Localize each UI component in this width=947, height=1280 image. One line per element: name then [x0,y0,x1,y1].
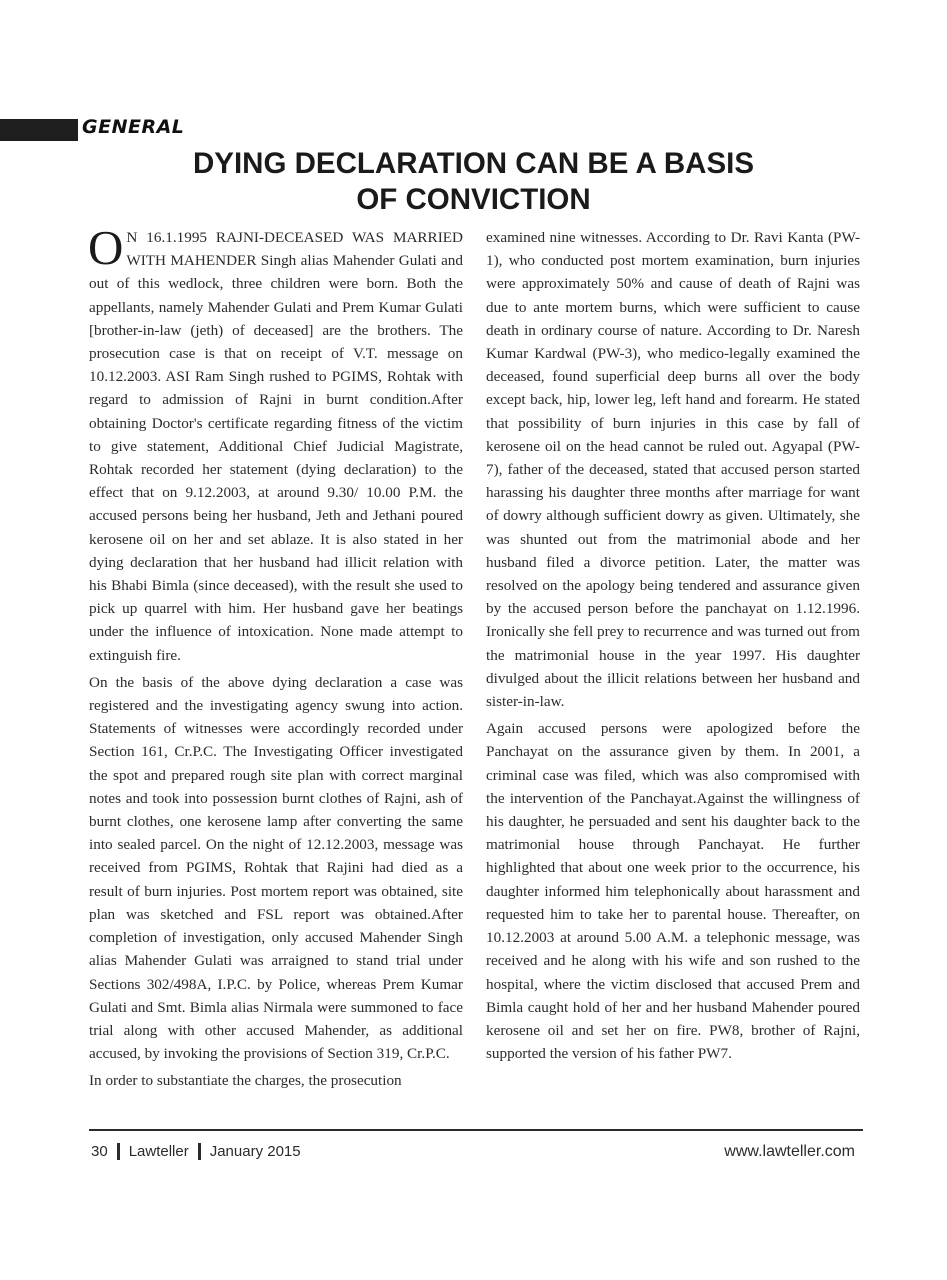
section-label: GENERAL [82,116,185,138]
page-number: 30 [91,1143,108,1160]
paragraph [88,220,463,667]
section-bar [0,119,78,141]
paragraph: examined nine witnesses. According to Dr. Ravi Kanta (PW-1), who conducted post mortem examination, burn injuries were approximately 50% and cause of death of Rajni was due to ante mortem burns, which were sufficient to cause death in ordinary course of nature. According to Dr. Naresh Kumar Kardwal (PW-3), who medico-legally examined the deceased, found superficial deep burns all over the body except back, hip, lower leg, left hand and forearm. He stated that possibility of burn injuries in this case by fall of kerosene oil on the head cannot be ruled out. Agyapal (PW-7), father of the deceased, stated that accused person started harassing his daughter three months after marriage for want of dowry although sufficient dowry as given. Ultimately, she was shunted out from the matrimonial abode and her husband filed a divorce petition. Later, the matter was resolved on the apology being tendered and assurance given by the accused person before the panchayat on 1.12.1996. Ironically she fell prey to recurrence and was turned out from the matrimonial house in the year 1997. His daughter divulged about the illicit relations between her husband and sister-in-law. [486,229,860,711]
footer-rule [89,1129,863,1131]
issue-date: January 2015 [209,1143,301,1160]
article-title [150,146,797,218]
title-line-2: OF CONVICTION [356,183,591,216]
paragraph-text: N 16.1.1995 RAJNI-DECEASED WAS MARRIED WITH MAHENDER Singh alias Mahender Gulati and out of this wedlock, three children were born. Both the appellants, namely Mahender Gulati and Prem Kumar Gulati [brother-in-law (jeth) of deceased] are the brothers. The prosecution case is that on receipt of V.T. message on 10.12.2003. ASI Ram Singh rushed to PGIMS, Rohtak with regard to admission of Rajni in burnt condition.After obtaining Doctor's certificate regarding fitness of the victim to give statement, Additional Chief Judicial Magistrate, Rohtak recorded her statement (dying declaration) to the effect that on 9.12.2003, at around 9.30/ 10.00 P.M. the accused persons being her husband, Jeth and Jethani poured kerosene oil on her and set ablaze. It is also stated in her dying declaration that her husband had illicit relation with his Bhabi Bimla (since deceased), with the result she used to pick up quarrel with him. Her husband gave her beatings under the influence of intoxication. None made attempt to extinguish fire. [89,229,463,664]
footer-separator [198,1143,201,1160]
footer-info [91,1143,301,1160]
left-column [88,220,463,1097]
title-line-1: DYING DECLARATION CAN BE A BASIS [192,147,755,180]
footer-separator [117,1143,120,1160]
paragraph: On the basis of the above dying declaration a case was registered and the investigating agency swung into action. Statements of witnesses were accordingly recorded under Section 161, Cr.P.C. The Investigating Officer investigated the spot and prepared rough site plan with correct marginal notes and took into possession burnt clothes of Rajni, ash of burnt clothes, one kerosene lamp after converting the same into sealed parcel. On the night of 12.12.2003, message was received from PGIMS, Rohtak that Rajini had died as a result of burn injuries. Post mortem report was obtained, site plan was sketched and FSL report was obtained.After completion of investigation, only accused Mahender Singh alias Mahender Gulati was arraigned to stand trial under Sections 302/498A, I.P.C. by Police, whereas Prem Kumar Gulati and Smt. Bimla alias Nirmala were summoned to face trial along with other accused Mahender, as additional accused, by invoking the provisions of Section 319, Cr.P.C. [89,673,463,1063]
website-link[interactable]: www.lawteller.com [724,1143,855,1160]
publication-name: Lawteller [128,1143,189,1160]
paragraph: In order to substantiate the charges, the prosecution [89,1072,402,1090]
right-column [486,226,860,1069]
paragraph: Again accused persons were apologized before the Panchayat on the assurance given by them. In 2001, a criminal case was filed, which was also compromised with the intervention of the Panchayat.Against the willingness of his daughter, he persuaded and sent his daughter back to the matrimonial house through Panchayat. He further highlighted that about one week prior to the occurrence, his daughter informed him telephonically about harassment and requested him to take her to parental house. Thereafter, on 10.12.2003 at around 5.00 A.M. a telephonic message, was received and he along with his wife and son rushed to the hospital, where the victim disclosed that accused Prem and Bimla caught hold of her and her husband Mahender poured kerosene oil and set her on fire. PW8, brother of Rajni, supported the version of his father PW7. [486,720,860,1063]
drop-cap: O [88,220,124,275]
